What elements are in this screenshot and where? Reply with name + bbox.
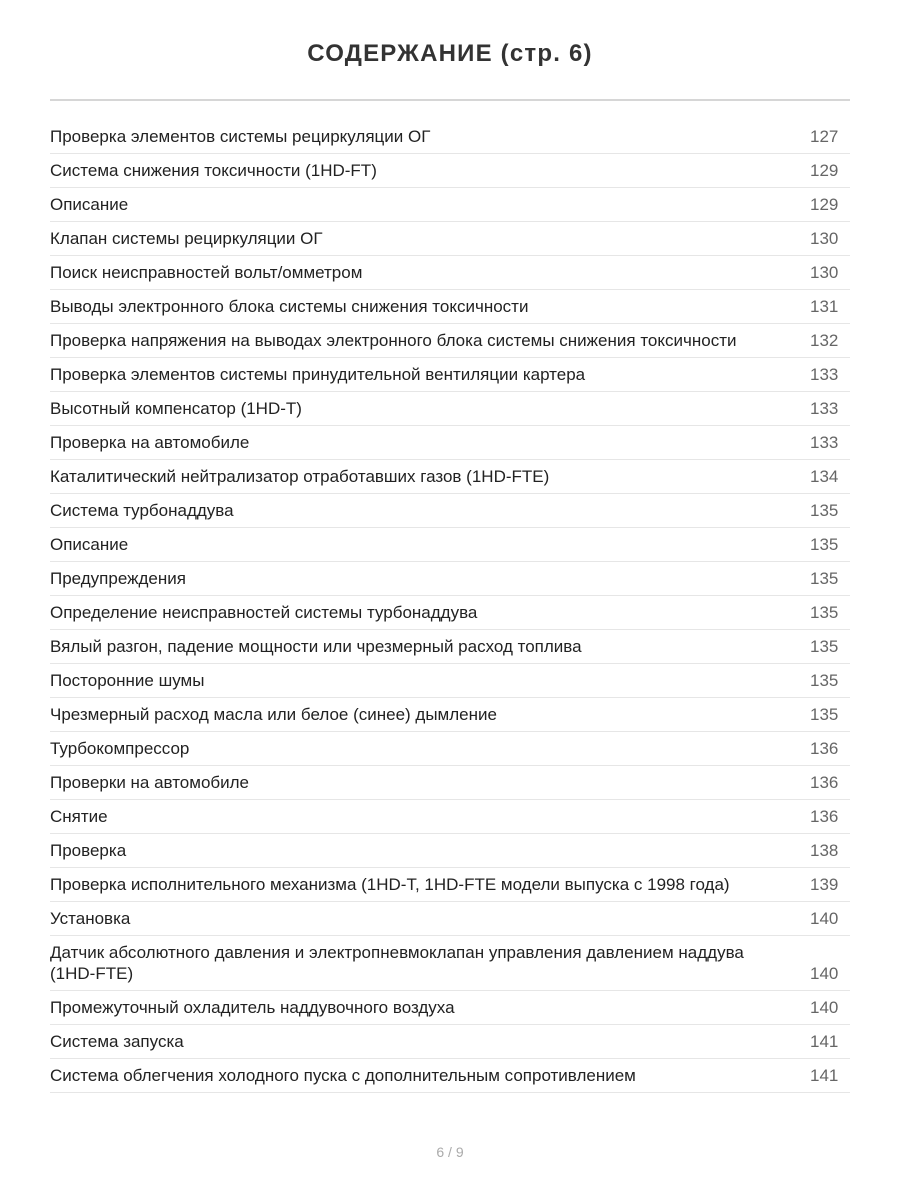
toc-page-number: 140: [810, 909, 839, 928]
toc-page-number: 136: [810, 739, 839, 758]
toc-entry[interactable]: [50, 324, 850, 358]
toc-entry-title: Промежуточный охладитель наддувочного воздуха: [50, 998, 455, 1017]
toc-entry[interactable]: [50, 991, 850, 1025]
toc-page-number: 141: [810, 1032, 839, 1051]
toc-entry[interactable]: [50, 290, 850, 324]
toc-entry-title: Система запуска: [50, 1032, 184, 1051]
toc-entry[interactable]: [50, 426, 850, 460]
toc-page-number: 138: [810, 841, 839, 860]
toc-page-number: 135: [810, 535, 839, 554]
toc-entry-title: Проверка: [50, 841, 127, 860]
toc-entry[interactable]: [50, 596, 850, 630]
toc-entry[interactable]: [50, 562, 850, 596]
toc-entry[interactable]: [50, 630, 850, 664]
toc-entry-title: Посторонние шумы: [50, 671, 205, 690]
toc-entry-title: Датчик абсолютного давления и электропневмоклапан управления давлением наддува (1HD-FTE): [50, 943, 744, 983]
toc-entry[interactable]: [50, 800, 850, 834]
toc-entry-title: Описание: [50, 195, 129, 214]
toc-page-number: 136: [810, 773, 839, 792]
toc-entry-title: Высотный компенсатор (1HD-T): [50, 399, 302, 418]
toc-entry[interactable]: [50, 1025, 850, 1059]
toc-entry-title: Турбокомпрессор: [50, 739, 190, 758]
toc-page-number: 135: [810, 501, 839, 520]
toc-entry-title: Система облегчения холодного пуска с дополнительным сопротивлением: [50, 1066, 636, 1085]
toc-entry[interactable]: [50, 732, 850, 766]
toc-entry[interactable]: [50, 902, 850, 936]
toc-entry-title: Каталитический нейтрализатор отработавших газов (1HD-FTE): [50, 467, 550, 486]
toc-entry[interactable]: [50, 358, 850, 392]
toc-page-number: 133: [810, 365, 839, 384]
toc-entry[interactable]: [50, 256, 850, 290]
toc-entry-title: Снятие: [50, 807, 108, 826]
toc-page-number: 135: [810, 705, 839, 724]
toc-entry-title: Проверка напряжения на выводах электронного блока системы снижения токсичности: [50, 331, 737, 350]
page-title: СОДЕРЖАНИЕ (стр. 6): [307, 40, 593, 67]
toc-entry-title: Описание: [50, 535, 129, 554]
toc-page-number: 130: [810, 263, 839, 282]
toc-entry[interactable]: [50, 494, 850, 528]
toc-page-number: 140: [810, 998, 839, 1017]
toc-entry-title: Проверка на автомобиле: [50, 433, 250, 452]
toc-page-number: 129: [810, 195, 839, 214]
toc-page-number: 131: [810, 297, 839, 316]
toc-entry[interactable]: [50, 834, 850, 868]
toc-page-number: 133: [810, 399, 839, 418]
toc-entry-title: Предупреждения: [50, 569, 186, 588]
toc-entry-title: Проверки на автомобиле: [50, 773, 250, 792]
table-of-contents: [50, 120, 850, 1093]
toc-entry[interactable]: [50, 766, 850, 800]
toc-entry[interactable]: [50, 120, 850, 154]
toc-page-number: 132: [810, 331, 839, 350]
toc-entry-title: Установка: [50, 909, 131, 928]
toc-entry[interactable]: [50, 936, 850, 991]
toc-entry-title: Поиск неисправностей вольт/омметром: [50, 263, 363, 282]
toc-entry-title: Проверка элементов системы рециркуляции ОГ: [50, 127, 431, 146]
toc-entry[interactable]: [50, 698, 850, 732]
toc-entry-title: Проверка исполнительного механизма (1HD-T, 1HD-FTE модели выпуска с 1998 года): [50, 875, 730, 894]
toc-entry[interactable]: [50, 188, 850, 222]
toc-entry-title: Определение неисправностей системы турбонаддува: [50, 603, 478, 622]
toc-entry[interactable]: [50, 222, 850, 256]
toc-entry-title: Проверка элементов системы принудительной вентиляции картера: [50, 365, 586, 384]
toc-entry[interactable]: [50, 154, 850, 188]
toc-entry-title: Выводы электронного блока системы снижения токсичности: [50, 297, 529, 316]
toc-entry[interactable]: [50, 664, 850, 698]
toc-page-number: 141: [810, 1066, 839, 1085]
toc-page-number: 135: [810, 603, 839, 622]
toc-entry-title: Вялый разгон, падение мощности или чрезмерный расход топлива: [50, 637, 582, 656]
toc-page-number: 129: [810, 161, 839, 180]
title-divider: [50, 99, 850, 101]
toc-page-number: 135: [810, 569, 839, 588]
toc-entry[interactable]: [50, 868, 850, 902]
toc-entry-title: Чрезмерный расход масла или белое (синее) дымление: [50, 705, 497, 724]
toc-page-number: 135: [810, 671, 839, 690]
toc-page-number: 139: [810, 875, 839, 894]
toc-page-number: 134: [810, 467, 839, 486]
toc-page-number: 136: [810, 807, 839, 826]
toc-entry[interactable]: [50, 392, 850, 426]
toc-page-number: 140: [810, 964, 839, 983]
toc-entry-title: Клапан системы рециркуляции ОГ: [50, 229, 323, 248]
toc-entry-title: Система турбонаддува: [50, 501, 234, 520]
toc-entry[interactable]: [50, 528, 850, 562]
toc-page-number: 130: [810, 229, 839, 248]
toc-entry[interactable]: [50, 460, 850, 494]
toc-page-number: 133: [810, 433, 839, 452]
toc-entry[interactable]: [50, 1059, 850, 1093]
toc-entry-title: Система снижения токсичности (1HD-FT): [50, 161, 377, 180]
toc-page-number: 127: [810, 127, 839, 146]
page-indicator: 6 / 9: [436, 1144, 464, 1160]
toc-page-number: 135: [810, 637, 839, 656]
